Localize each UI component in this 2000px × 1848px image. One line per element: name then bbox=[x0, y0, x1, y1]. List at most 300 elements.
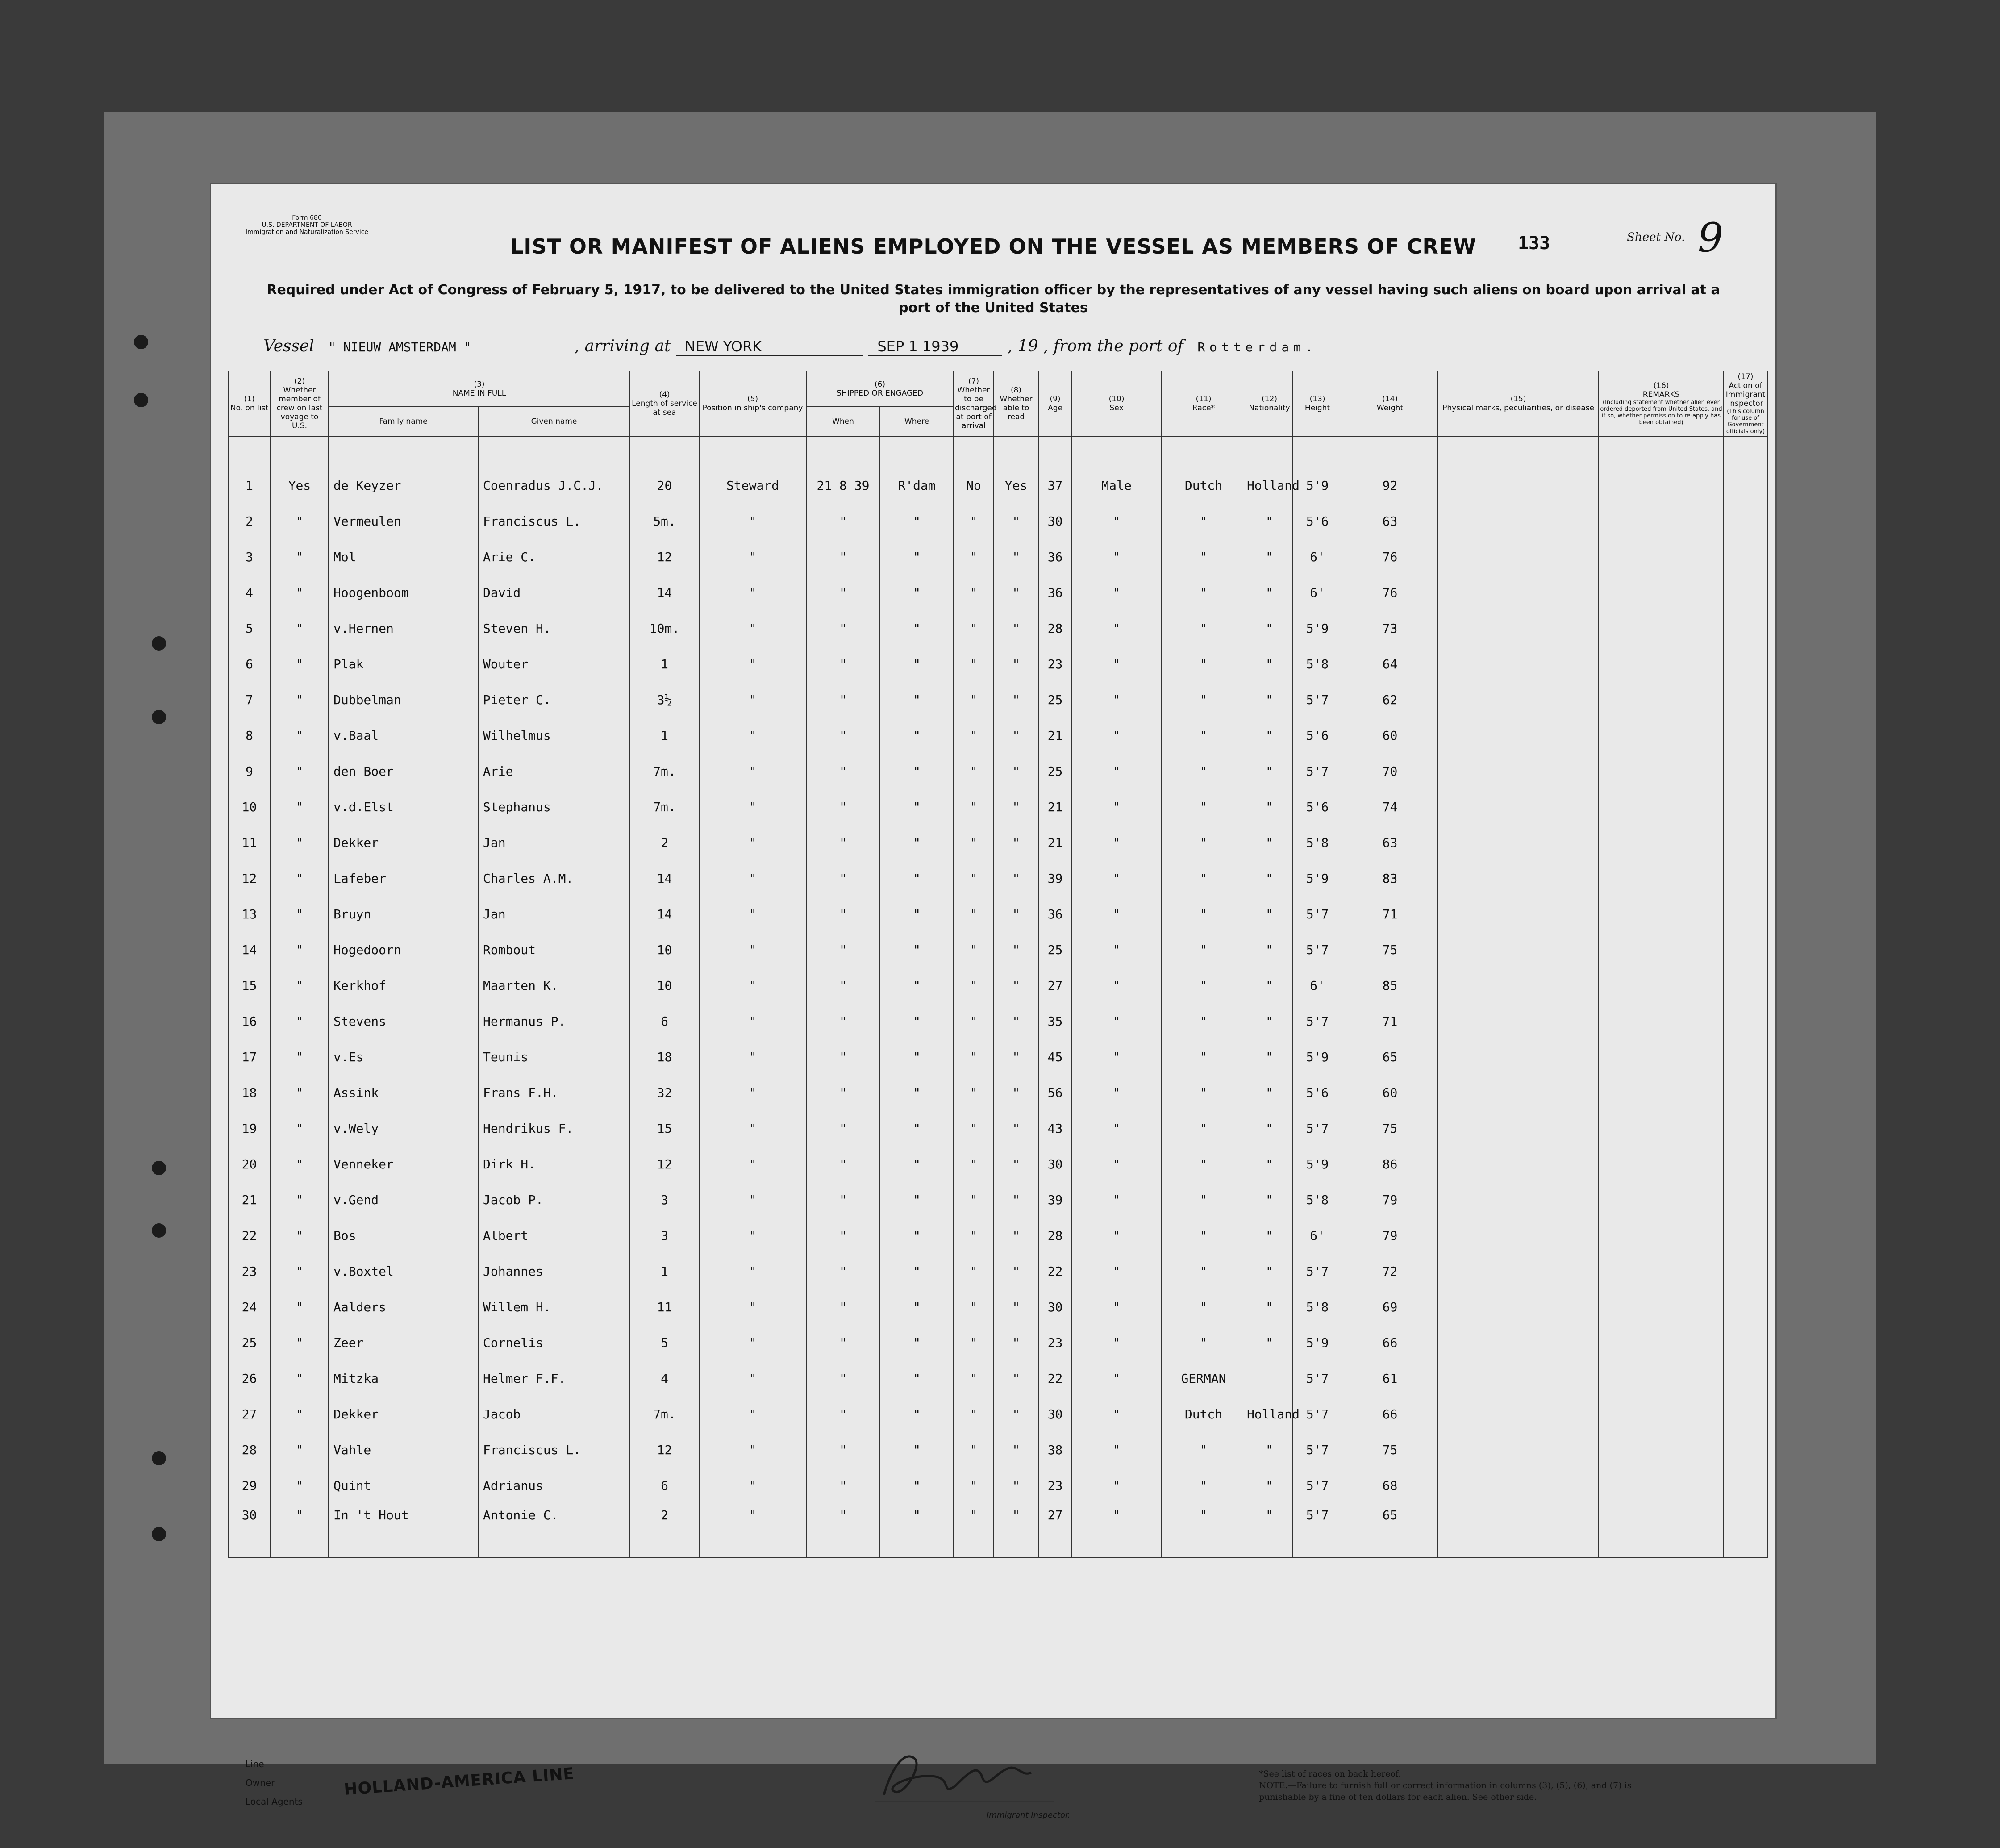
cell-previous-voyage: " bbox=[271, 1289, 329, 1325]
cell-shipped-when: 21 8 39 bbox=[806, 436, 880, 503]
cell-age: 56 bbox=[1038, 1075, 1072, 1110]
cell-remarks bbox=[1599, 1360, 1724, 1396]
cell-nationality: " bbox=[1246, 860, 1293, 896]
crew-row bbox=[228, 825, 1767, 860]
cell-previous-voyage: " bbox=[271, 1360, 329, 1396]
cell-race: " bbox=[1161, 1503, 1246, 1558]
cell-sex: " bbox=[1072, 1432, 1161, 1468]
cell-age: 36 bbox=[1038, 575, 1072, 610]
cell-position: " bbox=[699, 1325, 806, 1360]
cell-physical-marks bbox=[1438, 682, 1599, 718]
crew-row bbox=[228, 1110, 1767, 1146]
cell-weight: 63 bbox=[1342, 825, 1438, 860]
cell-shipped-when: " bbox=[806, 968, 880, 1003]
crew-table-body bbox=[228, 436, 1767, 1558]
cell-age: 23 bbox=[1038, 646, 1072, 682]
cell-race: " bbox=[1161, 1468, 1246, 1503]
cell-length-of-service: 10 bbox=[630, 932, 699, 968]
cell-age: 21 bbox=[1038, 718, 1072, 753]
vessel-line bbox=[263, 337, 1519, 356]
cell-previous-voyage: " bbox=[271, 1146, 329, 1182]
cell-length-of-service: 14 bbox=[630, 896, 699, 932]
cell-physical-marks bbox=[1438, 860, 1599, 896]
binder-hole bbox=[134, 393, 148, 407]
crew-row bbox=[228, 610, 1767, 646]
cell-inspector-action bbox=[1724, 1253, 1767, 1289]
cell-length-of-service: 14 bbox=[630, 575, 699, 610]
col-header-previous-voyage: (2) Whether member of crew on last voyage to U.S. bbox=[271, 371, 329, 436]
cell-inspector-action bbox=[1724, 1503, 1767, 1558]
cell-weight: 86 bbox=[1342, 1146, 1438, 1182]
cell-length-of-service: 15 bbox=[630, 1110, 699, 1146]
cell-race: " bbox=[1161, 860, 1246, 896]
cell-nationality: " bbox=[1246, 1468, 1293, 1503]
cell-given-name: Jacob P. bbox=[478, 1182, 630, 1218]
cell-remarks bbox=[1599, 1325, 1724, 1360]
cell-shipped-where: " bbox=[880, 860, 954, 896]
cell-to-be-discharged: " bbox=[954, 789, 994, 825]
cell-shipped-where: " bbox=[880, 1325, 954, 1360]
cell-able-to-read: " bbox=[994, 1253, 1038, 1289]
cell-row-number: 3 bbox=[228, 539, 271, 575]
cell-sex: " bbox=[1072, 1110, 1161, 1146]
cell-able-to-read: " bbox=[994, 968, 1038, 1003]
cell-race: " bbox=[1161, 1432, 1246, 1468]
cell-age: 45 bbox=[1038, 1039, 1072, 1075]
crew-row bbox=[228, 896, 1767, 932]
cell-to-be-discharged: " bbox=[954, 1360, 994, 1396]
cell-race: " bbox=[1161, 1325, 1246, 1360]
cell-sex: Male bbox=[1072, 436, 1161, 503]
cell-given-name: Albert bbox=[478, 1218, 630, 1253]
cell-age: 25 bbox=[1038, 932, 1072, 968]
cell-height: 5'7 bbox=[1293, 1396, 1342, 1432]
cell-previous-voyage: " bbox=[271, 825, 329, 860]
cell-length-of-service: 7m. bbox=[630, 1396, 699, 1432]
cell-able-to-read: " bbox=[994, 1218, 1038, 1253]
crew-row bbox=[228, 682, 1767, 718]
cell-position: " bbox=[699, 789, 806, 825]
departure-port: Rotterdam. bbox=[1188, 340, 1519, 355]
cell-position: " bbox=[699, 1468, 806, 1503]
vessel-name: " NIEUW AMSTERDAM " bbox=[319, 340, 569, 355]
cell-sex: " bbox=[1072, 682, 1161, 718]
cell-row-number: 20 bbox=[228, 1146, 271, 1182]
cell-weight: 83 bbox=[1342, 860, 1438, 896]
cell-sex: " bbox=[1072, 575, 1161, 610]
arriving-label: , arriving at bbox=[574, 337, 671, 355]
crew-row bbox=[228, 932, 1767, 968]
cell-able-to-read: " bbox=[994, 896, 1038, 932]
cell-able-to-read: " bbox=[994, 825, 1038, 860]
cell-position: " bbox=[699, 1432, 806, 1468]
crew-row bbox=[228, 575, 1767, 610]
cell-row-number: 5 bbox=[228, 610, 271, 646]
cell-height: 5'8 bbox=[1293, 646, 1342, 682]
cell-to-be-discharged: " bbox=[954, 1468, 994, 1503]
cell-nationality: " bbox=[1246, 1039, 1293, 1075]
cell-row-number: 23 bbox=[228, 1253, 271, 1289]
cell-row-number: 7 bbox=[228, 682, 271, 718]
cell-able-to-read: " bbox=[994, 1182, 1038, 1218]
cell-nationality: " bbox=[1246, 1253, 1293, 1289]
cell-remarks bbox=[1599, 1039, 1724, 1075]
cell-height: 5'8 bbox=[1293, 825, 1342, 860]
cell-inspector-action bbox=[1724, 1468, 1767, 1503]
cell-physical-marks bbox=[1438, 575, 1599, 610]
cell-family-name: Mol bbox=[329, 539, 478, 575]
cell-weight: 62 bbox=[1342, 682, 1438, 718]
cell-given-name: Johannes bbox=[478, 1253, 630, 1289]
cell-position: " bbox=[699, 932, 806, 968]
cell-weight: 92 bbox=[1342, 436, 1438, 503]
cell-to-be-discharged: " bbox=[954, 1289, 994, 1325]
cell-shipped-when: " bbox=[806, 682, 880, 718]
title-number: 133 bbox=[1518, 233, 1550, 254]
cell-given-name: David bbox=[478, 575, 630, 610]
cell-to-be-discharged: " bbox=[954, 1253, 994, 1289]
cell-sex: " bbox=[1072, 1218, 1161, 1253]
cell-height: 5'9 bbox=[1293, 1039, 1342, 1075]
cell-physical-marks bbox=[1438, 1325, 1599, 1360]
cell-height: 6' bbox=[1293, 968, 1342, 1003]
cell-nationality: Holland bbox=[1246, 1396, 1293, 1432]
cell-length-of-service: 5m. bbox=[630, 503, 699, 539]
col-header-read: (8) Whether able to read bbox=[994, 371, 1038, 436]
crew-row bbox=[228, 1503, 1767, 1558]
cell-to-be-discharged: " bbox=[954, 646, 994, 682]
cell-previous-voyage: Yes bbox=[271, 436, 329, 503]
cell-given-name: Wilhelmus bbox=[478, 718, 630, 753]
col-header-nationality: (12) Nationality bbox=[1246, 371, 1293, 436]
cell-previous-voyage: " bbox=[271, 1396, 329, 1432]
cell-sex: " bbox=[1072, 1468, 1161, 1503]
cell-family-name: Vahle bbox=[329, 1432, 478, 1468]
cell-position: " bbox=[699, 896, 806, 932]
cell-age: 39 bbox=[1038, 1182, 1072, 1218]
cell-height: 5'9 bbox=[1293, 1146, 1342, 1182]
cell-position: " bbox=[699, 1003, 806, 1039]
cell-row-number: 26 bbox=[228, 1360, 271, 1396]
cell-position: " bbox=[699, 968, 806, 1003]
cell-remarks bbox=[1599, 1253, 1724, 1289]
cell-weight: 75 bbox=[1342, 932, 1438, 968]
cell-height: 6' bbox=[1293, 575, 1342, 610]
cell-to-be-discharged: " bbox=[954, 575, 994, 610]
crew-row bbox=[228, 503, 1767, 539]
cell-previous-voyage: " bbox=[271, 968, 329, 1003]
cell-shipped-where: " bbox=[880, 682, 954, 718]
cell-age: 27 bbox=[1038, 968, 1072, 1003]
cell-height: 5'9 bbox=[1293, 1325, 1342, 1360]
cell-previous-voyage: " bbox=[271, 1503, 329, 1558]
cell-weight: 79 bbox=[1342, 1182, 1438, 1218]
crew-row bbox=[228, 1432, 1767, 1468]
cell-physical-marks bbox=[1438, 1289, 1599, 1325]
cell-inspector-action bbox=[1724, 1289, 1767, 1325]
cell-able-to-read: " bbox=[994, 1432, 1038, 1468]
cell-length-of-service: 7m. bbox=[630, 753, 699, 789]
cell-height: 5'7 bbox=[1293, 896, 1342, 932]
cell-weight: 70 bbox=[1342, 753, 1438, 789]
cell-height: 5'7 bbox=[1293, 753, 1342, 789]
cell-remarks bbox=[1599, 1218, 1724, 1253]
cell-length-of-service: 3½ bbox=[630, 682, 699, 718]
cell-physical-marks bbox=[1438, 539, 1599, 575]
cell-sex: " bbox=[1072, 896, 1161, 932]
cell-physical-marks bbox=[1438, 1003, 1599, 1039]
col-header-weight: (14) Weight bbox=[1342, 371, 1438, 436]
cell-family-name: Plak bbox=[329, 646, 478, 682]
penalty-note: NOTE.—Failure to furnish full or correct information in columns (3), (5), (6), and (7) is punishable by a fine of ten dollars for each alien. See other side. bbox=[1259, 1781, 1632, 1802]
cell-row-number: 8 bbox=[228, 718, 271, 753]
cell-previous-voyage: " bbox=[271, 1075, 329, 1110]
cell-inspector-action bbox=[1724, 1218, 1767, 1253]
form-identifier bbox=[246, 214, 368, 236]
cell-nationality: " bbox=[1246, 718, 1293, 753]
cell-nationality: " bbox=[1246, 1146, 1293, 1182]
cell-nationality: " bbox=[1246, 932, 1293, 968]
cell-given-name: Rombout bbox=[478, 932, 630, 968]
cell-given-name: Dirk H. bbox=[478, 1146, 630, 1182]
cell-to-be-discharged: " bbox=[954, 1396, 994, 1432]
cell-age: 35 bbox=[1038, 1003, 1072, 1039]
cell-length-of-service: 2 bbox=[630, 1503, 699, 1558]
form-number: Form 680 bbox=[292, 214, 322, 221]
cell-shipped-when: " bbox=[806, 1360, 880, 1396]
cell-previous-voyage: " bbox=[271, 789, 329, 825]
cell-given-name: Antonie C. bbox=[478, 1503, 630, 1558]
cell-age: 30 bbox=[1038, 1289, 1072, 1325]
cell-race: " bbox=[1161, 718, 1246, 753]
cell-physical-marks bbox=[1438, 718, 1599, 753]
cell-able-to-read: " bbox=[994, 753, 1038, 789]
cell-nationality: " bbox=[1246, 610, 1293, 646]
cell-able-to-read: " bbox=[994, 1325, 1038, 1360]
cell-physical-marks bbox=[1438, 503, 1599, 539]
cell-inspector-action bbox=[1724, 1396, 1767, 1432]
cell-race: " bbox=[1161, 1075, 1246, 1110]
cell-sex: " bbox=[1072, 753, 1161, 789]
cell-nationality: Holland bbox=[1246, 436, 1293, 503]
binder-hole bbox=[152, 1451, 166, 1465]
binder-hole bbox=[134, 335, 148, 349]
cell-to-be-discharged: " bbox=[954, 718, 994, 753]
cell-length-of-service: 1 bbox=[630, 718, 699, 753]
cell-nationality: " bbox=[1246, 1325, 1293, 1360]
cell-to-be-discharged: " bbox=[954, 1075, 994, 1110]
cell-weight: 69 bbox=[1342, 1289, 1438, 1325]
cell-sex: " bbox=[1072, 825, 1161, 860]
cell-age: 30 bbox=[1038, 1146, 1072, 1182]
cell-row-number: 13 bbox=[228, 896, 271, 932]
cell-height: 5'7 bbox=[1293, 1003, 1342, 1039]
cell-inspector-action bbox=[1724, 896, 1767, 932]
cell-weight: 71 bbox=[1342, 1003, 1438, 1039]
cell-physical-marks bbox=[1438, 789, 1599, 825]
cell-row-number: 27 bbox=[228, 1396, 271, 1432]
cell-able-to-read: " bbox=[994, 860, 1038, 896]
cell-to-be-discharged: " bbox=[954, 1182, 994, 1218]
col-header-inspector-action: (17) Action of Immigrant Inspector (This column for use of Government officials only) bbox=[1724, 371, 1767, 436]
cell-shipped-where: " bbox=[880, 646, 954, 682]
cell-race: " bbox=[1161, 968, 1246, 1003]
cell-row-number: 25 bbox=[228, 1325, 271, 1360]
crew-row bbox=[228, 1325, 1767, 1360]
arrival-date: SEP 1 1939 bbox=[868, 338, 1002, 356]
cell-remarks bbox=[1599, 1110, 1724, 1146]
cell-weight: 66 bbox=[1342, 1396, 1438, 1432]
cell-shipped-when: " bbox=[806, 575, 880, 610]
cell-to-be-discharged: " bbox=[954, 682, 994, 718]
binder-hole bbox=[152, 1527, 166, 1541]
cell-inspector-action bbox=[1724, 789, 1767, 825]
cell-able-to-read: " bbox=[994, 789, 1038, 825]
form-bureau: Immigration and Naturalization Service bbox=[246, 229, 369, 236]
cell-family-name: Bos bbox=[329, 1218, 478, 1253]
cell-physical-marks bbox=[1438, 1432, 1599, 1468]
cell-shipped-when: " bbox=[806, 646, 880, 682]
cell-position: " bbox=[699, 682, 806, 718]
cell-length-of-service: 14 bbox=[630, 860, 699, 896]
cell-shipped-when: " bbox=[806, 1325, 880, 1360]
crew-row bbox=[228, 436, 1767, 503]
crew-row bbox=[228, 718, 1767, 753]
cell-nationality: " bbox=[1246, 896, 1293, 932]
cell-inspector-action bbox=[1724, 1039, 1767, 1075]
cell-remarks bbox=[1599, 682, 1724, 718]
cell-weight: 64 bbox=[1342, 646, 1438, 682]
cell-nationality: " bbox=[1246, 539, 1293, 575]
cell-previous-voyage: " bbox=[271, 1110, 329, 1146]
cell-shipped-where: " bbox=[880, 1432, 954, 1468]
cell-family-name: Quint bbox=[329, 1468, 478, 1503]
cell-race: Dutch bbox=[1161, 436, 1246, 503]
cell-race: " bbox=[1161, 539, 1246, 575]
cell-given-name: Charles A.M. bbox=[478, 860, 630, 896]
cell-remarks bbox=[1599, 932, 1724, 968]
cell-to-be-discharged: " bbox=[954, 932, 994, 968]
cell-to-be-discharged: " bbox=[954, 968, 994, 1003]
crew-row bbox=[228, 789, 1767, 825]
cell-shipped-when: " bbox=[806, 825, 880, 860]
cell-shipped-where: " bbox=[880, 539, 954, 575]
cell-given-name: Wouter bbox=[478, 646, 630, 682]
cell-shipped-where: " bbox=[880, 1253, 954, 1289]
crew-row bbox=[228, 1182, 1767, 1218]
cell-given-name: Pieter C. bbox=[478, 682, 630, 718]
cell-sex: " bbox=[1072, 1182, 1161, 1218]
cell-inspector-action bbox=[1724, 718, 1767, 753]
cell-previous-voyage: " bbox=[271, 1003, 329, 1039]
cell-height: 6' bbox=[1293, 539, 1342, 575]
cell-given-name: Cornelis bbox=[478, 1325, 630, 1360]
cell-race: " bbox=[1161, 753, 1246, 789]
cell-shipped-where: " bbox=[880, 1360, 954, 1396]
cell-previous-voyage: " bbox=[271, 753, 329, 789]
year-suffix: , 19 bbox=[1007, 337, 1038, 355]
cell-weight: 74 bbox=[1342, 789, 1438, 825]
cell-race: " bbox=[1161, 1146, 1246, 1182]
cell-position: " bbox=[699, 503, 806, 539]
cell-physical-marks bbox=[1438, 825, 1599, 860]
cell-to-be-discharged: " bbox=[954, 503, 994, 539]
cell-shipped-where: " bbox=[880, 1468, 954, 1503]
cell-row-number: 28 bbox=[228, 1432, 271, 1468]
cell-family-name: v.d.Elst bbox=[329, 789, 478, 825]
cell-family-name: v.Baal bbox=[329, 718, 478, 753]
cell-inspector-action bbox=[1724, 503, 1767, 539]
cell-height: 5'6 bbox=[1293, 718, 1342, 753]
cell-given-name: Stephanus bbox=[478, 789, 630, 825]
races-note: *See list of races on back hereof. bbox=[1259, 1769, 1401, 1779]
cell-race: " bbox=[1161, 610, 1246, 646]
cell-position: " bbox=[699, 1110, 806, 1146]
cell-age: 23 bbox=[1038, 1468, 1072, 1503]
cell-sex: " bbox=[1072, 718, 1161, 753]
cell-to-be-discharged: " bbox=[954, 753, 994, 789]
cell-shipped-where: " bbox=[880, 753, 954, 789]
cell-age: 43 bbox=[1038, 1110, 1072, 1146]
cell-shipped-where: " bbox=[880, 1075, 954, 1110]
cell-able-to-read: " bbox=[994, 539, 1038, 575]
cell-family-name: v.Wely bbox=[329, 1110, 478, 1146]
cell-weight: 75 bbox=[1342, 1432, 1438, 1468]
cell-height: 5'8 bbox=[1293, 1289, 1342, 1325]
cell-shipped-when: " bbox=[806, 610, 880, 646]
cell-remarks bbox=[1599, 968, 1724, 1003]
cell-inspector-action bbox=[1724, 1146, 1767, 1182]
cell-length-of-service: 6 bbox=[630, 1003, 699, 1039]
cell-inspector-action bbox=[1724, 1432, 1767, 1468]
cell-able-to-read: " bbox=[994, 1503, 1038, 1558]
cell-to-be-discharged: " bbox=[954, 1039, 994, 1075]
cell-remarks bbox=[1599, 860, 1724, 896]
cell-position: " bbox=[699, 1039, 806, 1075]
crew-row bbox=[228, 1003, 1767, 1039]
cell-given-name: Jacob bbox=[478, 1396, 630, 1432]
cell-length-of-service: 20 bbox=[630, 436, 699, 503]
cell-length-of-service: 7m. bbox=[630, 789, 699, 825]
cell-inspector-action bbox=[1724, 575, 1767, 610]
cell-height: 5'9 bbox=[1293, 860, 1342, 896]
cell-row-number: 18 bbox=[228, 1075, 271, 1110]
cell-race: " bbox=[1161, 503, 1246, 539]
cell-shipped-when: " bbox=[806, 789, 880, 825]
cell-to-be-discharged: " bbox=[954, 1146, 994, 1182]
cell-sex: " bbox=[1072, 1075, 1161, 1110]
cell-given-name: Teunis bbox=[478, 1039, 630, 1075]
cell-inspector-action bbox=[1724, 1325, 1767, 1360]
cell-able-to-read: " bbox=[994, 1075, 1038, 1110]
cell-given-name: Hendrikus F. bbox=[478, 1110, 630, 1146]
cell-nationality: " bbox=[1246, 1075, 1293, 1110]
agent-stamp: HOLLAND-AMERICA LINE bbox=[343, 1765, 575, 1799]
cell-able-to-read: " bbox=[994, 1289, 1038, 1325]
cell-sex: " bbox=[1072, 646, 1161, 682]
cell-physical-marks bbox=[1438, 1360, 1599, 1396]
cell-sex: " bbox=[1072, 503, 1161, 539]
cell-position: " bbox=[699, 1360, 806, 1396]
cell-able-to-read: " bbox=[994, 932, 1038, 968]
cell-remarks bbox=[1599, 436, 1724, 503]
cell-race: " bbox=[1161, 575, 1246, 610]
cell-shipped-when: " bbox=[806, 1503, 880, 1558]
cell-sex: " bbox=[1072, 1289, 1161, 1325]
cell-inspector-action bbox=[1724, 932, 1767, 968]
cell-previous-voyage: " bbox=[271, 1432, 329, 1468]
cell-family-name: v.Es bbox=[329, 1039, 478, 1075]
